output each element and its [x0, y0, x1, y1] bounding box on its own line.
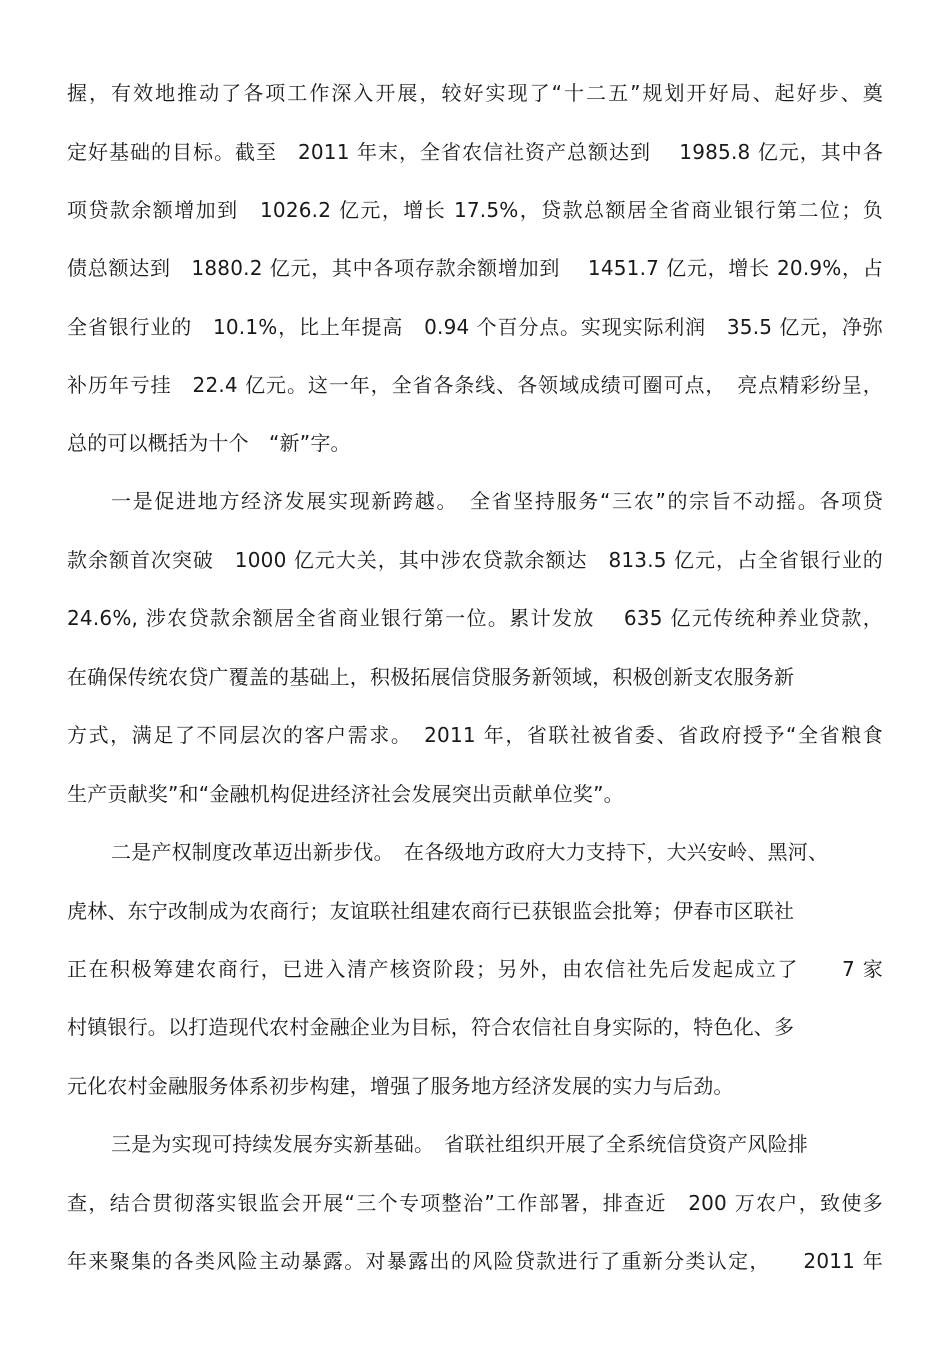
paragraph-line: 方式，满足了不同层次的客户需求。 2011 年，省联社被省委、省政府授予“全省粮食 [67, 723, 883, 747]
paragraph-line: 24.6%, 涉农贷款余额居全省商业银行第一位。累计发放 635 亿元传统种养业贷款， [67, 606, 883, 630]
paragraph-line: 生产贡献奖”和“金融机构促进经济社会发展突出贡献单位奖”。 [67, 782, 624, 806]
paragraph-line: 一是促进地方经济发展实现新跨越。 全省坚持服务“三农”的宗旨不动摇。各项贷 [111, 489, 883, 513]
paragraph-line: 全省银行业的 10.1%，比上年提高 0.94 个百分点。实现实际利润 35.5 亿元，净弥 [67, 315, 883, 339]
paragraph-line: 定好基础的目标。截至 2011 年末，全省农信社资产总额达到 1985.8 亿元，其中各 [67, 140, 883, 164]
paragraph-line: 握，有效地推动了各项工作深入开展，较好实现了“十二五”规划开好局、起好步、奠 [67, 81, 883, 105]
paragraph-line: 总的可以概括为十个 “新”字。 [67, 431, 351, 455]
paragraph-line: 项贷款余额增加到 1026.2 亿元，增长 17.5%，贷款总额居全省商业银行第二位；负 [67, 198, 883, 222]
paragraph-line: 二是产权制度改革迈出新步伐。 在各级地方政府大力支持下，大兴安岭、黑河、 [111, 840, 829, 864]
paragraph-line: 三是为实现可持续发展夯实新基础。 省联社组织开展了全系统信贷资产风险排 [111, 1132, 808, 1156]
paragraph-line: 正在积极筹建农商行，已进入清产核资阶段；另外，由农信社先后发起成立了 7 家 [67, 957, 883, 981]
paragraph-line: 元化农村金融服务体系初步构建，增强了服务地方经济发展的实力与后劲。 [67, 1074, 734, 1098]
paragraph-line: 在确保传统农贷广覆盖的基础上，积极拓展信贷服务新领域，积极创新支农服务新 [67, 665, 795, 689]
paragraph-line: 补历年亏挂 22.4 亿元。这一年，全省各条线、各领域成绩可圈可点， 亮点精彩纷呈， [67, 373, 883, 397]
paragraph-line: 年来聚集的各类风险主动暴露。对暴露出的风险贷款进行了重新分类认定， 2011 年 [67, 1249, 883, 1273]
paragraph-line: 村镇银行。以打造现代农村金融企业为目标，符合农信社自身实际的，特色化、多 [67, 1015, 795, 1039]
paragraph-line: 债总额达到 1880.2 亿元，其中各项存款余额增加到 1451.7 亿元，增长 20.9%，占 [67, 256, 883, 280]
paragraph-line: 查，结合贯彻落实银监会开展“三个专项整治”工作部署，排查近 200 万农户，致使多 [67, 1191, 883, 1215]
paragraph-line: 款余额首次突破 1000 亿元大关，其中涉农贷款余额达 813.5 亿元，占全省银行业的 [67, 548, 883, 572]
paragraph-line: 虎林、东宁改制成为农商行；友谊联社组建农商行已获银监会批筹；伊春市区联社 [67, 899, 795, 923]
